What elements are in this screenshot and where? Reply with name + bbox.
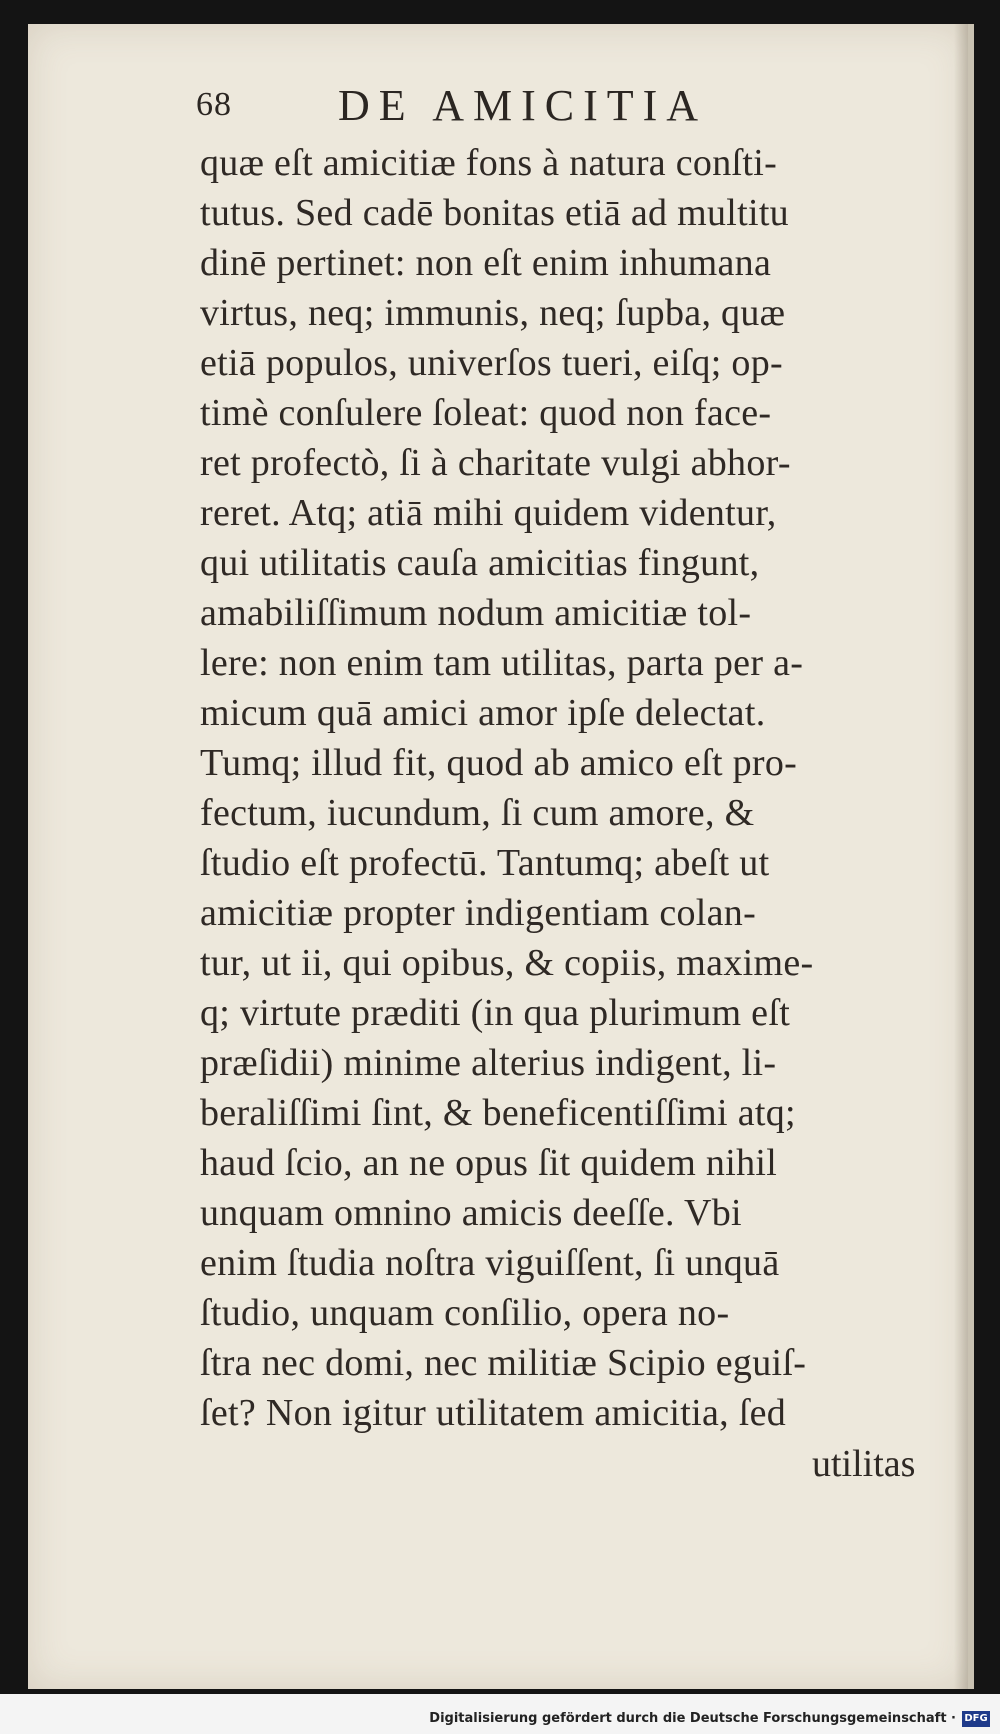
- text-line: q; virtute præditi (in qua plurimum eſt: [200, 992, 791, 1034]
- text-line: ret profectò, ſi à charitate vulgi abhor-: [200, 442, 791, 484]
- running-title: DE AMICITIA: [338, 81, 708, 130]
- dfg-logo-icon: DFG: [962, 1711, 990, 1727]
- text-line: beraliſſimi ſint, & beneficentiſſimi atq;: [200, 1092, 796, 1134]
- text-line: præſidii) minime alterius indigent, li-: [200, 1042, 777, 1084]
- text-line: quæ eſt amicitiæ fons à natura conſti-: [200, 142, 778, 184]
- text-line: fectum, iucundum, ſi cum amore, &: [200, 792, 755, 834]
- text-line: enim ſtudia noſtra viguiſſent, ſi unquā: [200, 1242, 780, 1284]
- body-text: [200, 138, 960, 1438]
- text-line: amicitiæ propter indigentiam colan-: [200, 892, 757, 934]
- page-number: 68: [196, 86, 232, 123]
- text-line: ſet? Non igitur utilitatem amicitia, ſed: [200, 1392, 787, 1434]
- text-line: micum quā amici amor ipſe delectat.: [200, 692, 766, 734]
- text-line: reret. Atq; atiā mihi quidem videntur,: [200, 492, 777, 534]
- text-line: lere: non enim tam utilitas, parta per a-: [200, 642, 804, 684]
- text-line: timè conſulere ſoleat: quod non face-: [200, 392, 772, 434]
- funding-credit: Digitalisierung gefördert durch die Deutsche Forschungsgemeinschaft ·: [429, 1711, 956, 1726]
- footer-bar: [0, 1694, 1000, 1734]
- text-line: dinē pertinet: non eſt enim inhumana: [200, 242, 772, 284]
- catchword: utilitas: [812, 1443, 916, 1485]
- text-line: tutus. Sed cadē bonitas etiā ad multitu: [200, 192, 789, 234]
- running-head: [196, 72, 816, 132]
- text-line: qui utilitatis cauſa amicitias fingunt,: [200, 542, 760, 584]
- text-line: haud ſcio, an ne opus ſit quidem nihil: [200, 1142, 778, 1184]
- text-line: ſtudio eſt profectū. Tantumq; abeſt ut: [200, 842, 770, 884]
- text-line: ſtra nec domi, nec militiæ Scipio eguiſ-: [200, 1342, 807, 1384]
- text-line: virtus, neq; immunis, neq; ſupba, quæ: [200, 292, 786, 334]
- text-line: etiā populos, univerſos tueri, eiſq; op-: [200, 342, 783, 384]
- text-line: unquam omnino amicis deeſſe. Vbi: [200, 1192, 742, 1234]
- text-line: Tumq; illud fit, quod ab amico eſt pro-: [200, 742, 798, 784]
- text-line: amabiliſſimum nodum amicitiæ tol-: [200, 592, 752, 634]
- text-line: tur, ut ii, qui opibus, & copiis, maxime-: [200, 942, 814, 984]
- text-line: ſtudio, unquam conſilio, opera no-: [200, 1292, 730, 1334]
